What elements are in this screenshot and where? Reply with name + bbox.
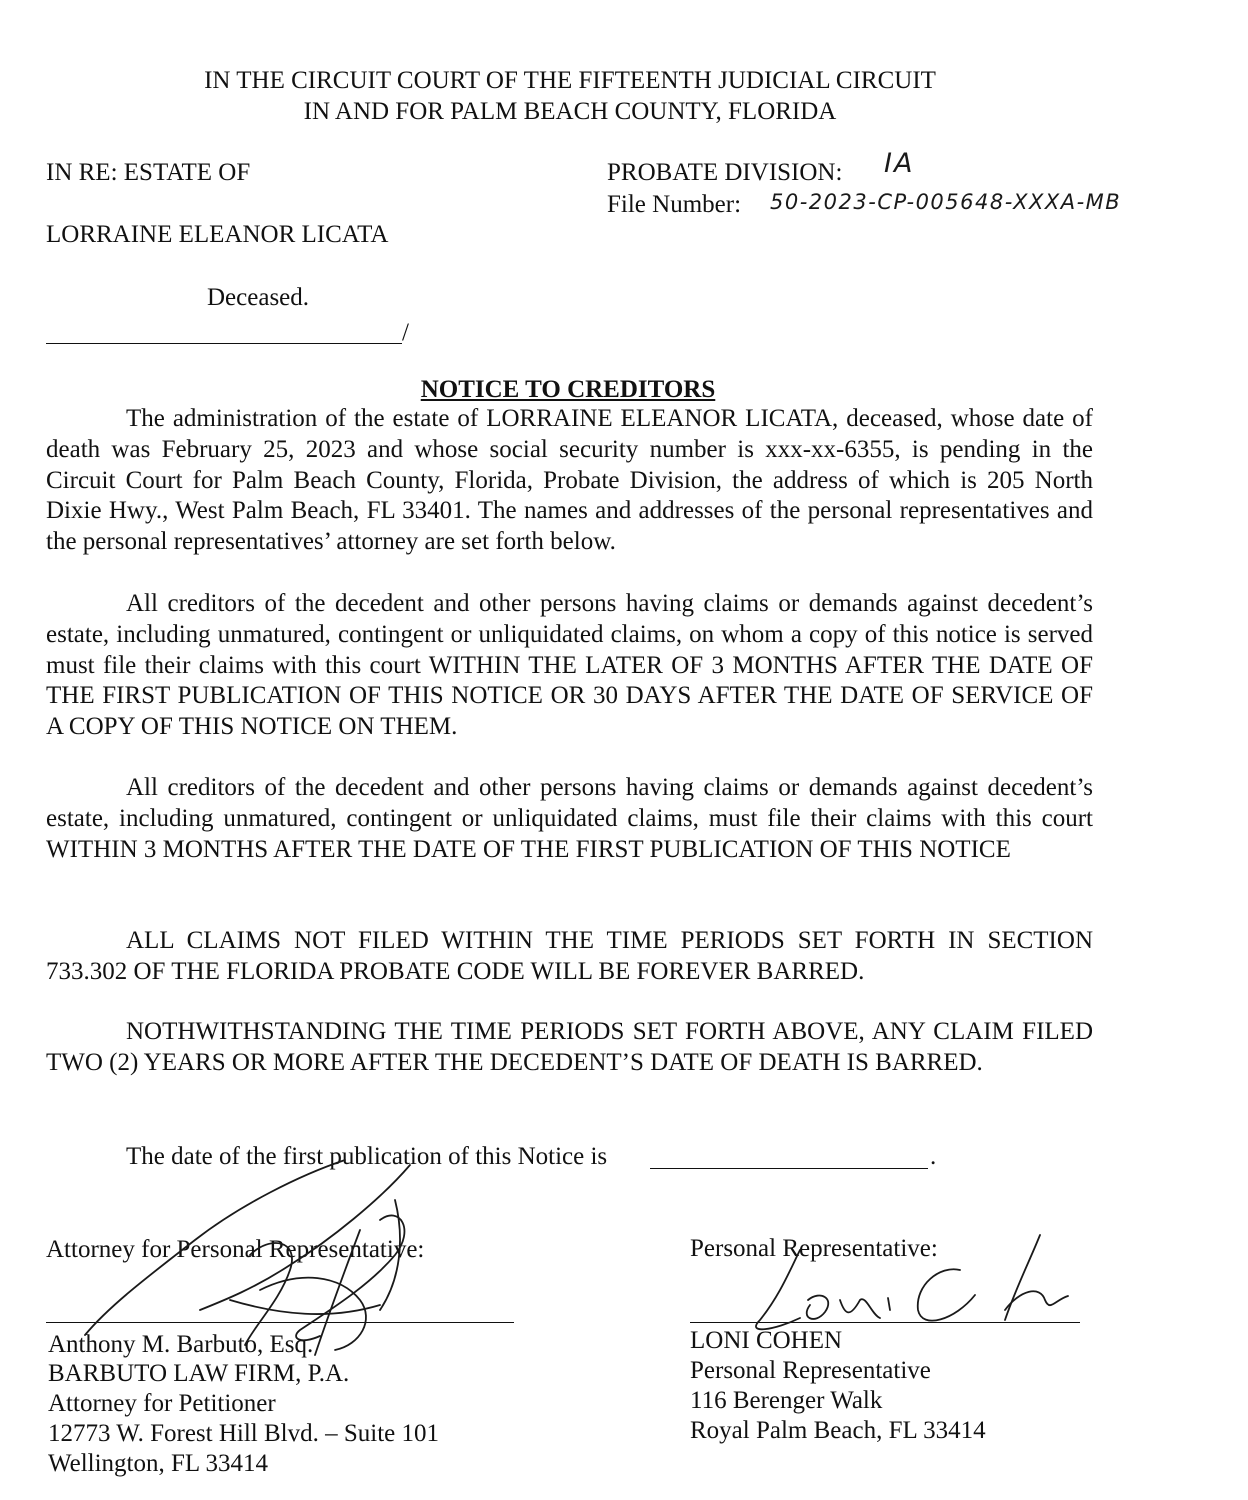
court-heading-line2: IN AND FOR PALM BEACH COUNTY, FLORIDA (303, 98, 837, 125)
court-heading-line1: IN THE CIRCUIT COURT OF THE FIFTEENTH JUDICIAL CIRCUIT (204, 67, 936, 94)
probate-division-label: PROBATE DIVISION: (607, 159, 843, 186)
paragraph-served-creditors-text: All creditors of the decedent and other persons having claims or demands against decedent’s estate, including unmatured, contingent or unliquidated claims, on whom a copy of this notice is served must file their claims with this court WITHIN THE LATER OF 3 MONTHS AFTER THE DATE OF THE FIRST PUBLICATION OF THIS NOTICE OR 30 DAYS AFTER THE DATE OF SERVICE OF A COPY OF THIS NOTICE ON THEM. (46, 590, 1093, 741)
attorney-role: Attorney for Petitioner (48, 1390, 276, 1417)
representative-label: Personal Representative: (690, 1235, 938, 1262)
probate-division-value: IA (884, 148, 915, 179)
paragraph-barred-text: ALL CLAIMS NOT FILED WITHIN THE TIME PERIODS SET FORTH IN SECTION 733.302 OF THE FLORIDA PROBATE CODE WILL BE FOREVER BARRED. (46, 927, 1093, 985)
representative-address-line2: Royal Palm Beach, FL 33414 (690, 1417, 986, 1444)
representative-name: LONI COHEN (690, 1327, 843, 1354)
representative-address-line1: 116 Berenger Walk (690, 1387, 883, 1414)
in-re-label: IN RE: ESTATE OF (46, 159, 251, 186)
notice-title: NOTICE TO CREDITORS (420, 376, 716, 403)
paragraph-other-creditors-text: All creditors of the decedent and other persons having claims or demands against decedent’s estate, including unmatured, contingent or unliquidated claims, must file their claims with this court WITHIN 3 MONTHS AFTER THE DATE OF THE FIRST PUBLICATION OF THIS NOTICE (46, 774, 1093, 863)
publication-date-period: . (930, 1143, 937, 1170)
attorney-address-line2: Wellington, FL 33414 (48, 1450, 268, 1477)
representative-role: Personal Representative (690, 1357, 931, 1384)
attorney-address-line1: 12773 W. Forest Hill Blvd. – Suite 101 (48, 1420, 440, 1447)
paragraph-two-years-text: NOTHWITHSTANDING THE TIME PERIODS SET FORTH ABOVE, ANY CLAIM FILED TWO (2) YEARS OR MORE AFTER THE DECEDENT’S DATE OF DEATH IS BARRED. (46, 1018, 1093, 1076)
caption-slash: / (402, 319, 409, 346)
paragraph-administration-text: The administration of the estate of LORRAINE ELEANOR LICATA, deceased, whose date of death was February 25, 2023 and whose social security number is xxx-xx-6355, is pending in the Circuit Court for Palm Beach County, Florida, Probate Division, the address of which is 205 North Dixie Hwy., West Palm Beach, FL 33401. The names and addresses of the personal representatives and the personal representatives’ attorney are set forth below. (46, 405, 1093, 556)
file-number-label: File Number: (607, 191, 742, 218)
attorney-name: Anthony M. Barbuto, Esq. (48, 1331, 314, 1358)
deceased-label: Deceased. (207, 284, 310, 311)
attorney-firm: BARBUTO LAW FIRM, P.A. (48, 1360, 350, 1387)
attorney-label: Attorney for Personal Representative: (46, 1236, 425, 1263)
publication-date-label: The date of the first publication of this Notice is (126, 1143, 608, 1170)
file-number-value: 50-2023-CP-005648-XXXA-MB (770, 190, 1122, 214)
decedent-name: LORRAINE ELEANOR LICATA (46, 221, 389, 248)
